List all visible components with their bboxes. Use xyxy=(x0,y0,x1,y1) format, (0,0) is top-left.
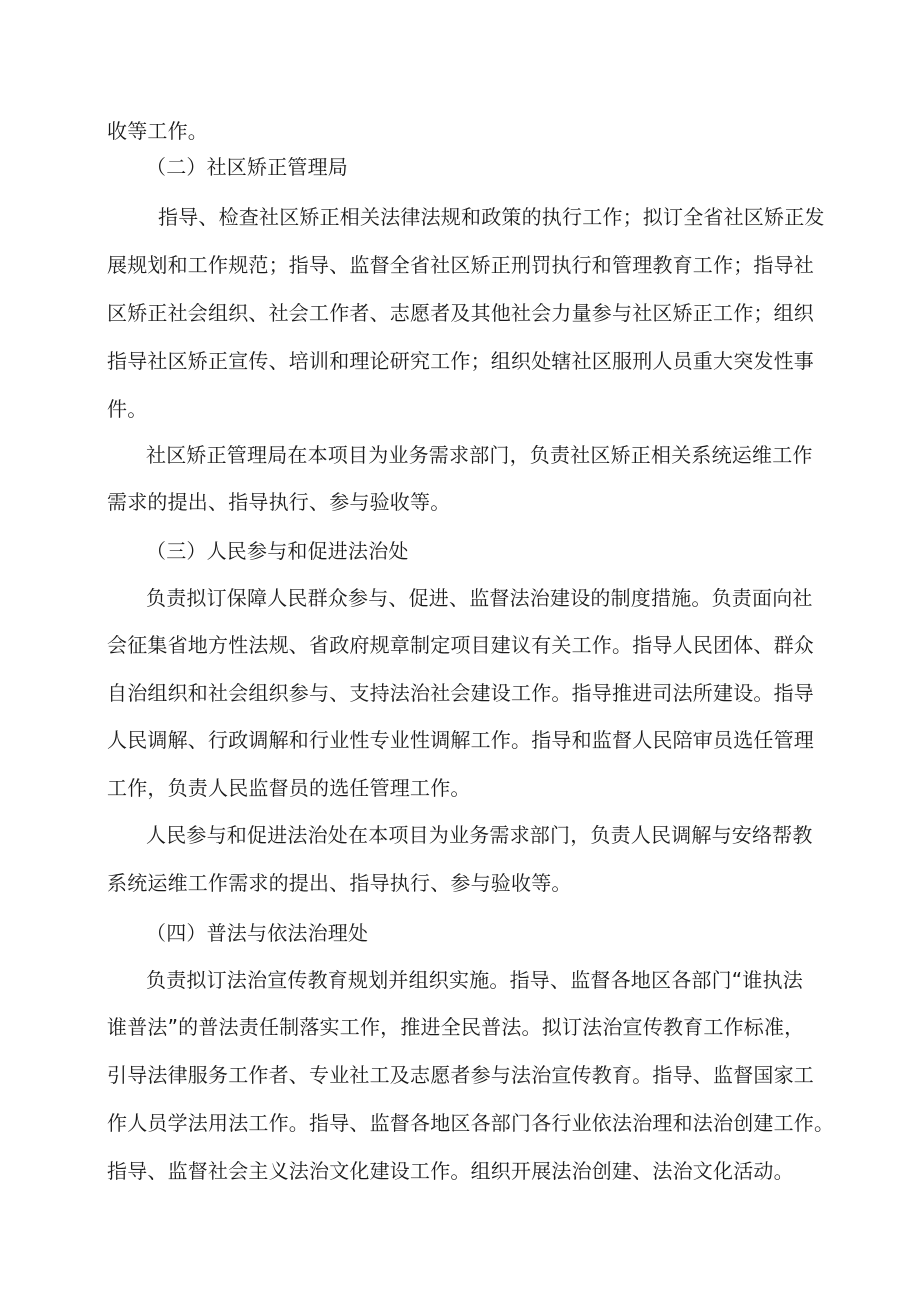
paragraph-line: 工作，负责人民监督员的选任管理工作。 xyxy=(107,776,471,800)
section-heading-4: （四）普法与依法治理处 xyxy=(146,921,369,945)
section-heading-2: （二）社区矫正管理局 xyxy=(146,155,348,179)
paragraph-line: 件。 xyxy=(107,397,148,421)
paragraph-line: 谁普法”的普法责任制落实工作，推进全民普法。拟订法治宣传教育工作标准， xyxy=(107,1015,805,1039)
paragraph-line: 人民参与和促进法治处在本项目为业务需求部门，负责人民调解与安络帮教 xyxy=(146,823,813,847)
paragraph-line: 指导社区矫正宣传、培训和理论研究工作；组织处辖社区服刑人员重大突发性事 xyxy=(107,349,814,373)
section-heading-3: （三）人民参与和促进法治处 xyxy=(146,539,409,563)
paragraph-line: 自治组织和社会组织参与、支持法治社会建设工作。指导推进司法所建设。指导 xyxy=(107,681,814,705)
paragraph-line: 指导、监督社会主义法治文化建设工作。组织开展法治创建、法治文化活动。 xyxy=(107,1159,794,1183)
paragraph-line: 展规划和工作规范；指导、监督全省社区矫正刑罚执行和管理教育工作；指导社 xyxy=(107,253,814,277)
paragraph-line: 区矫正社会组织、社会工作者、志愿者及其他社会力量参与社区矫正工作；组织 xyxy=(107,301,814,325)
paragraph-line: 引导法律服务工作者、专业社工及志愿者参与法治宣传教育。指导、监督国家工 xyxy=(107,1063,814,1087)
paragraph-line: 系统运维工作需求的提出、指导执行、参与验收等。 xyxy=(107,871,572,895)
paragraph-line: 作人员学法用法工作。指导、监督各地区各部门各行业依法治理和法治创建工作。 xyxy=(107,1111,835,1135)
paragraph-line: 人民调解、行政调解和行业性专业性调解工作。指导和监督人民陪审员选任管理 xyxy=(107,728,814,752)
paragraph-line: 会征集省地方性法规、省政府规章制定项目建议有关工作。指导人民团体、群众 xyxy=(107,633,814,657)
paragraph-line: 指导、检查社区矫正相关法律法规和政策的执行工作；拟订全省社区矫正发 xyxy=(158,205,825,229)
paragraph-line: 负责拟订保障人民群众参与、促进、监督法治建设的制度措施。负责面向社 xyxy=(146,586,813,610)
paragraph-line: 社区矫正管理局在本项目为业务需求部门，负责社区矫正相关系统运维工作 xyxy=(146,443,813,467)
paragraph-line: 收等工作。 xyxy=(107,119,208,143)
paragraph-line: 负责拟订法治宣传教育规划并组织实施。指导、监督各地区各部门“谁执法 xyxy=(146,968,803,992)
paragraph-line: 需求的提出、指导执行、参与验收等。 xyxy=(107,490,451,514)
